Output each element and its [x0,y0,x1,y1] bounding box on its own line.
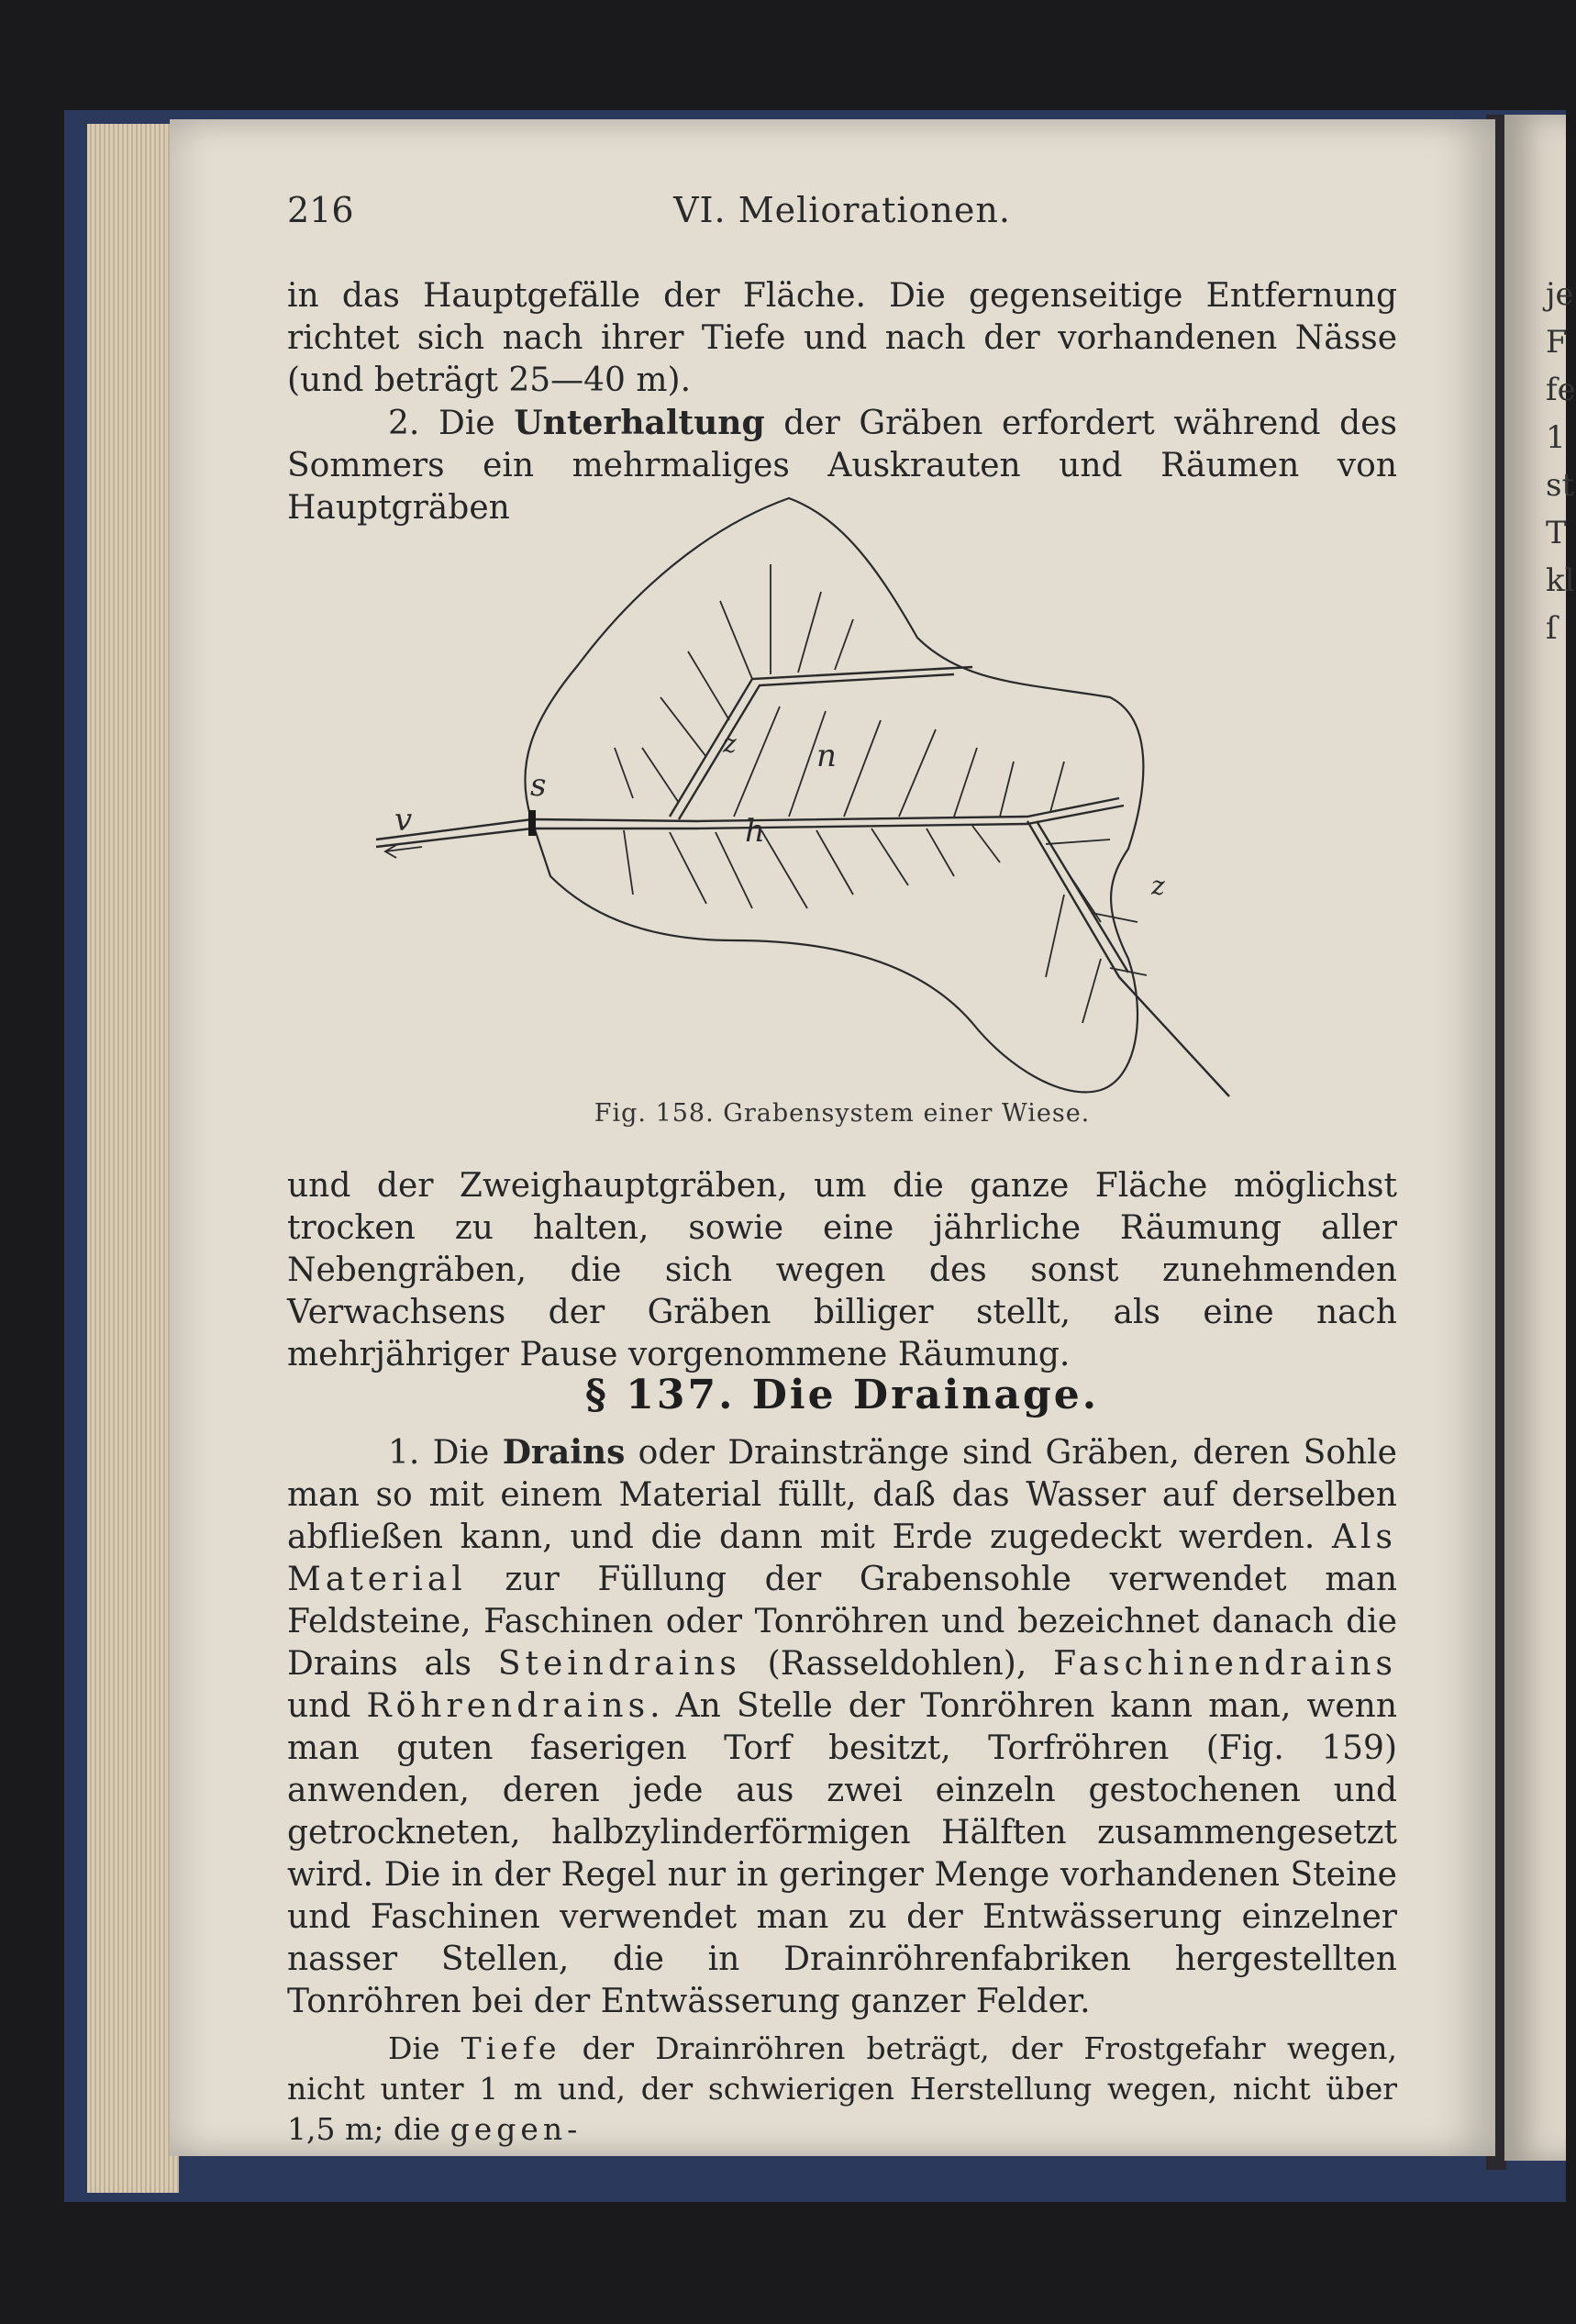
running-head: VI. Meliorationen. [673,190,1011,230]
paragraph-1: in das Hauptgefälle der Fläche. Die gegenseitige Entfernung richtet sich nach ihrer Tiefe und nach der vorhandenen Nässe (und beträgt 25—40 m). [287,277,1397,399]
text-block-top [287,275,1397,529]
figure-caption: Fig. 158. Grabensystem einer Wiese. [594,1099,1091,1128]
text-block-middle [287,1165,1397,1376]
figure-label-z-upper: z [723,728,737,759]
sluice-gate [528,810,536,836]
term-steindrains: Steindrains [497,1645,741,1683]
term-unterhaltung: Unterhaltung [514,404,765,442]
paragraph-5 [287,2029,1397,2150]
paragraph-4-text-b: zur Füllung der Grabensohle verwendet man Feldsteine, Faschinen oder Tonröhren und bezeichnet danach die Drains als [287,1561,1397,1683]
facing-page-text: je F fe 1 st T kl ſ [1546,276,1576,647]
term-roehrendrains: Röhrendrains [366,1687,650,1725]
ditch-system-figure [367,500,1321,1096]
paragraph-4-text-d: und [287,1687,367,1725]
figure-label-n: n [816,738,837,774]
paragraph-3: und der Zweighauptgräben, um die ganze Fläche möglichst trocken zu halten, sowie eine jährliche Räumung aller Nebengräben, die sich wegen des sonst zunehmenden Verwachsens der Gräben billiger stellt, als eine nach mehrjähriger Pause vorgenommene Räumung. [287,1167,1397,1373]
text-block-bottom [287,1431,1397,2150]
term-drains: Drains [502,1433,626,1472]
term-faschinendrains: Faschinendrains [1053,1645,1397,1683]
figure-label-s: s [530,767,547,804]
paragraph-2-text: der Gräben erfordert während des Sommers ein mehrmaliges Auskrauten und Räumen von Hauptgräben [287,405,1397,527]
paragraph-4-text-c: (Rasseldohlen), [740,1645,1054,1683]
term-gegen: gegen- [449,2111,583,2147]
term-als-material: Als Material [287,1518,1397,1598]
paragraph-4-text-a: oder Drainstränge sind Gräben, deren Sohle man so mit einem Material füllt, daß das Wasser auf derselben abfließen kann, und die dann mit Erde zugedeckt werden. [287,1434,1397,1556]
meadow-outline [525,498,1143,1092]
outflow-arrow [385,845,422,858]
paragraph-5-text-a: Die [388,2030,461,2066]
paragraph-4 [287,1431,1397,2023]
paragraph-5-text-b: der Drainröhren beträgt, der Frostgefahr wegen, nicht unter 1 m und, der schwierigen Herstellung wegen, nicht über 1,5 m; die [287,2030,1398,2147]
figure-label-v: v [394,802,413,839]
paragraph-4-text-e: . An Stelle der Tonröhren kann man, wenn man guten faserigen Torf besitzt, Torfröhren (Fig. 159) anwenden, deren jede aus zwei einzeln gestochenen und getrockneten, halbzylinderförmigen Hälften zusammengesetzt wird. Die in der Regel nur in geringer Menge vorhandenen Steine und Faschinen verwendet man zu der Entwässerung einzelner nasser Stellen, die in Drainröhrenfabriken hergestellten Tonröhren bei der Entwässerung ganzer Felder. [287,1687,1398,2020]
page-edges [87,124,179,2193]
term-tiefe: Tiefe [461,2030,561,2066]
page-number: 216 [287,190,354,230]
page-header [287,190,1397,238]
section-heading: § 137. Die Drainage. [584,1372,1100,1418]
paragraph-4-number: 1. Die [388,1434,503,1472]
figure-label-z-lower: z [1151,871,1165,901]
figure-label-h: h [745,813,765,850]
paragraph-2-number: 2. Die [388,405,515,442]
